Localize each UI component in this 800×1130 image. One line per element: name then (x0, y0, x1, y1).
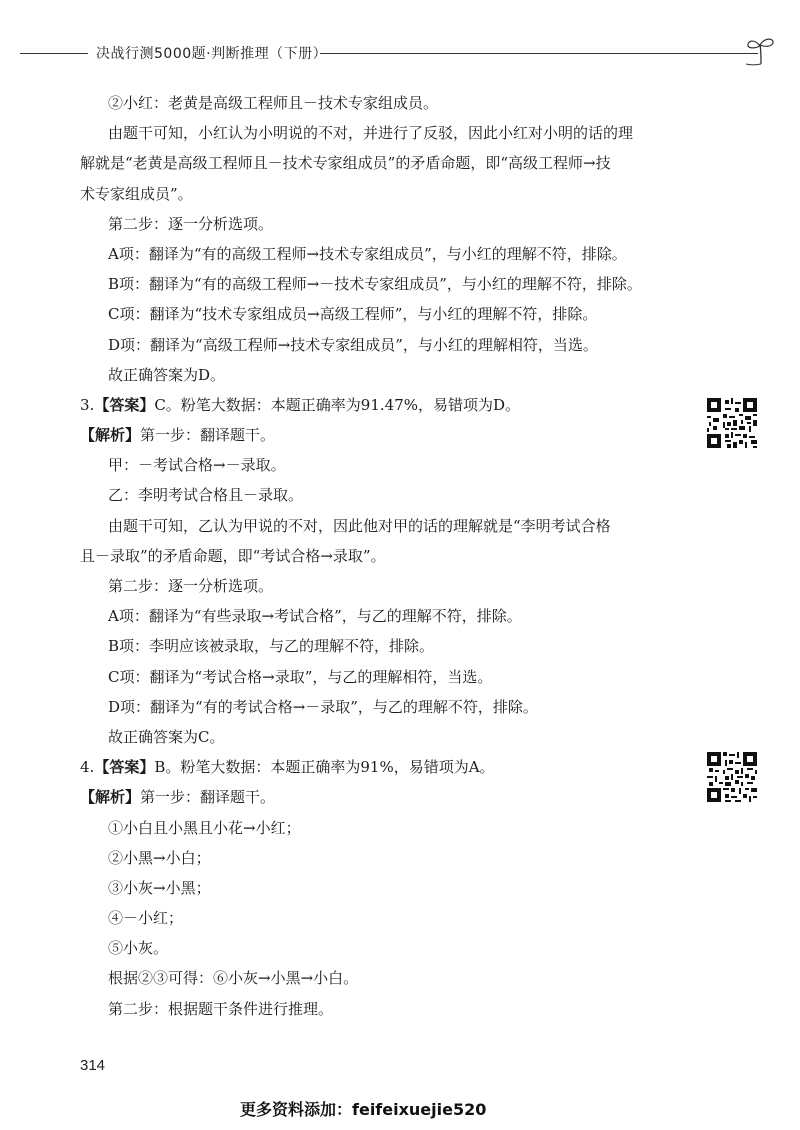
answer-label: 【答案】 (94, 395, 155, 414)
text-line: ③小灰→小黑； (108, 878, 211, 897)
text-line: 且－录取”的矛盾命题，即“考试合格→录取”。 (80, 546, 386, 565)
text-line: B项：李明应该被录取，与乙的理解不符，排除。 (108, 637, 435, 656)
text-line: 第二步：逐一分析选项。 (108, 577, 274, 595)
header-rule-right (320, 53, 758, 54)
page-number: 314 (80, 1057, 106, 1074)
text-line: 故正确答案为D。 (108, 365, 226, 384)
text-line (80, 752, 680, 782)
header-title: 决战行测5000题·判断推理（下册） (96, 46, 328, 62)
text-line: ④－小红； (108, 909, 184, 928)
text-line: 解就是“老黄是高级工程师且－技术专家组成员”的矛盾命题，即“高级工程师→技 (80, 154, 611, 173)
answer-label: 【答案】 (94, 758, 155, 777)
analysis-text: 第一步：翻译题干。 (140, 788, 276, 807)
text-line: ②小黑→小白； (108, 848, 211, 867)
text-line: 第二步：逐一分析选项。 (108, 214, 274, 233)
text-line: 乙：李明考试合格且－录取。 (108, 486, 304, 505)
answer-text: B。粉笔大数据：本题正确率为91%，易错项为A。 (154, 758, 495, 777)
header-rule-left (20, 53, 88, 54)
text-line: 术专家组成员”。 (80, 184, 193, 203)
text-line: D项：翻译为“高级工程师→技术专家组成员”，与小红的理解相符，当选。 (108, 335, 598, 354)
text-line: C项：翻译为“考试合格→录取”，与乙的理解相符，当选。 (108, 667, 493, 686)
footer-note: 更多资料添加：feifeixuejie520 (240, 1100, 487, 1119)
text-line (80, 782, 680, 812)
text-line: ②小红：老黄是高级工程师且－技术专家组成员。 (108, 94, 439, 112)
text-line: A项：翻译为“有些录取→考试合格”，与乙的理解不符，排除。 (108, 607, 522, 626)
text-line (80, 390, 680, 420)
analysis-label: 【解析】 (80, 788, 141, 807)
sprout-icon (744, 34, 778, 70)
text-line: ⑤小灰。 (108, 939, 169, 958)
text-line: 由题干可知，乙认为甲说的不对，因此他对甲的话的理解就是“李明考试合格 (108, 516, 611, 535)
answer-text: C。粉笔大数据：本题正确率为91.47%，易错项为D。 (154, 395, 521, 414)
running-header (20, 34, 780, 70)
text-line: D项：翻译为“有的考试合格→－录取”，与乙的理解不符，排除。 (108, 697, 538, 716)
qr-code-icon (707, 752, 757, 802)
text-line: C项：翻译为“技术专家组成员→高级工程师”，与小红的理解不符，排除。 (108, 305, 598, 324)
text-line: 由题干可知，小红认为小明说的不对，并进行了反驳，因此小红对小明的话的理 (108, 124, 634, 143)
page-body (80, 88, 680, 1024)
text-line: 故正确答案为C。 (108, 727, 225, 746)
qr-code-icon (707, 398, 757, 448)
text-line: 甲：－考试合格→－录取。 (108, 456, 286, 475)
question-number: 4. (80, 758, 95, 777)
text-line: 第二步：根据题干条件进行推理。 (108, 999, 334, 1018)
analysis-label: 【解析】 (80, 426, 141, 445)
text-line: A项：翻译为“有的高级工程师→技术专家组成员”，与小红的理解不符，排除。 (108, 244, 627, 263)
text-line (80, 420, 680, 450)
analysis-text: 第一步：翻译题干。 (140, 426, 276, 445)
text-line: ①小白且小黑且小花→小红； (108, 818, 301, 837)
text-line: 根据②③可得：⑥小灰→小黑→小白。 (108, 969, 359, 988)
question-number: 3. (80, 395, 95, 414)
text-line: B项：翻译为“有的高级工程师→－技术专家组成员”，与小红的理解不符，排除。 (108, 275, 642, 294)
